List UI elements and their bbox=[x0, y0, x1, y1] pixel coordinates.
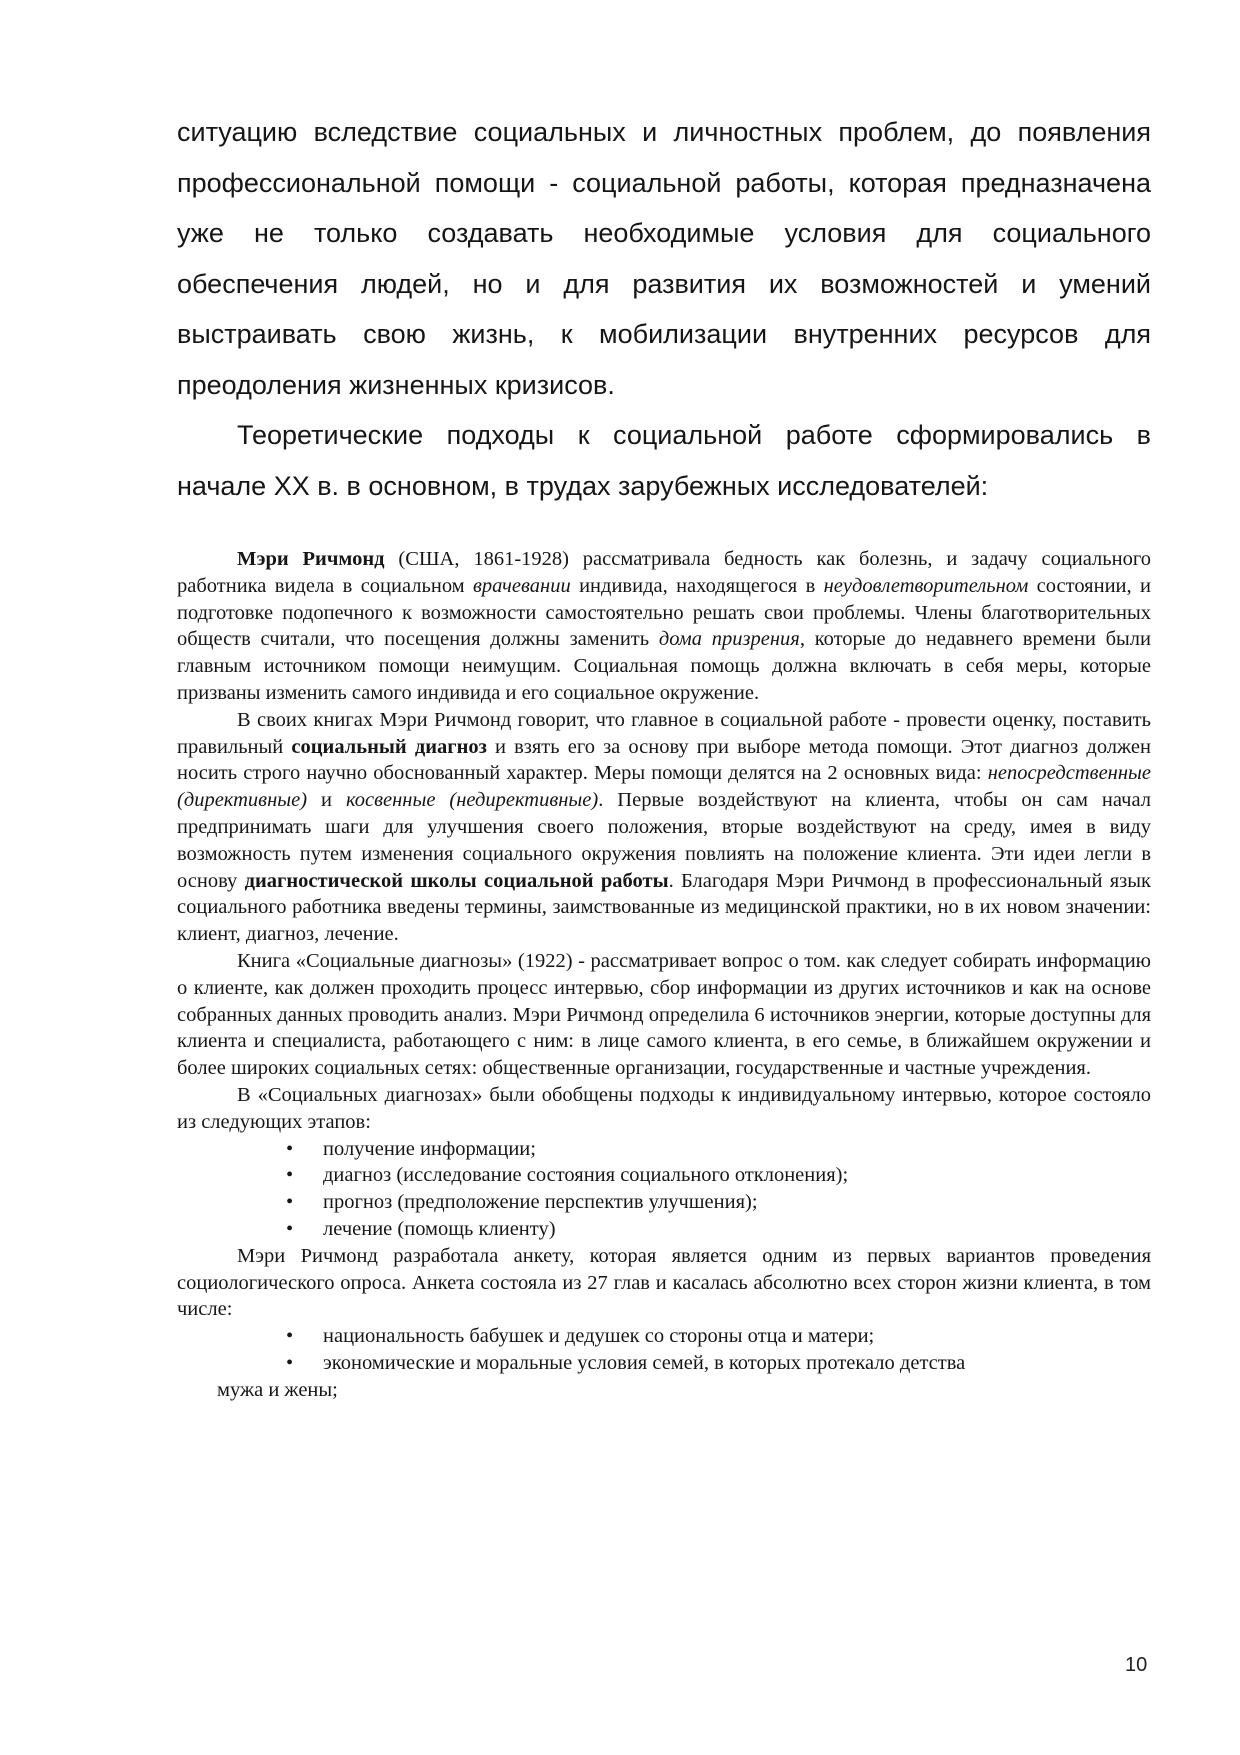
richmond-paragraph-2: В своих книгах Мэри Ричмонд говорит, что главное в социальной работе - провести оценку, поставить правильный социальный диагноз и взять его за основу при выборе метода помощи. Этот диагноз должен носить строго научно обоснованный характер. Меры помощи делятся на 2 основных вида: непосредственные (директивные) и косвенные (недирективные). Первые воздействуют на клиента, чтобы он сам начал предпринимать шаги для улучшения своего положения, вторые воздействуют на среду, имея в виду возможность путем изменения социального окружения повлиять на положение клиента. Эти идеи легли в основу диагностической школы социальной работы. Благодаря Мэри Ричмонд в профессиональный язык социального работника введены термины, заимствованные из медицинской практики, но в их новом значении: клиент, диагноз, лечение. bbox=[177, 708, 1151, 946]
intro-section bbox=[177, 107, 1151, 511]
intro-paragraph-1: ситуацию вследствие социальных и личностных проблем, до появления профессиональной помощи - социальной работы, которая предназначена уже не только создавать необходимые условия для социального обеспечения людей, но и для развития их возможностей и умений выстраивать свою жизнь, к мобилизации внутренних ресурсов для преодоления жизненных кризисов. bbox=[177, 117, 1151, 400]
richmond-paragraph-5: Мэри Ричмонд разработала анкету, которая является одним из первых вариантов проведения социологического опроса. Анкета состояла из 27 глав и касалась абсолютно всех сторон жизни клиента, в том числе: bbox=[177, 1244, 1151, 1321]
term-direct: непосредственные (директивные) bbox=[177, 762, 1151, 812]
intro-paragraph-2: Теоретические подходы к социальной работе сформировались в начале XX в. в основном, в трудах зарубежных исследователей: bbox=[177, 420, 1151, 501]
page-number: 10 bbox=[1125, 1654, 1148, 1676]
term-diagnostic-school: диагностической школы социальной работы bbox=[244, 869, 669, 892]
term-vrachevanie: врачевании bbox=[473, 574, 571, 597]
survey-item-continuation: мужа и жены; bbox=[217, 1378, 338, 1401]
richmond-paragraph-1: Мэри Ричмонд (США, 1861-1928) рассматривала бедность как болезнь, и задачу социального работника видела в социальном врачевании индивида, находящегося в неудовлетворительном состоянии, и подготовке подопечного к возможности самостоятельно решать свои проблемы. Члены благотворительных обществ считали, что посещения должны заменить дома призрения, которые до недавнего времени были главным источником помощи неимущим. Социальная помощь должна включать в себя меры, которые призваны изменить самого индивида и его социальное окружение. bbox=[177, 548, 1151, 704]
list-item: • лечение (помощь клиенту) bbox=[177, 1216, 1151, 1243]
survey-items-list bbox=[177, 1323, 1151, 1377]
term-neudovletvoritelnom: неудовлетворительном bbox=[823, 574, 1029, 597]
list-item: • экономические и моральные условия семей, в которых протекало детства bbox=[177, 1350, 1151, 1377]
richmond-paragraph-3: Книга «Социальные диагнозы» (1922) - рассматривает вопрос о том. как следует собирать информацию о клиенте, как должен проходить процесс интервью, сбор информации из других источников и как на основе собранных данных проводить анализ. Мэри Ричмонд определила 6 источников энергии, которые доступны для клиента и специалиста, работающего с ним: в лице самого клиента, в его семье, в ближайшем окружении и более широких социальных сетях: общественные организации, государственные и частные учреждения. bbox=[177, 949, 1151, 1080]
richmond-name: Мэри Ричмонд bbox=[237, 548, 385, 570]
list-item: • национальность бабушек и дедушек со стороны отца и матери; bbox=[177, 1323, 1151, 1350]
list-item: • диагноз (исследование состояния социального отклонения); bbox=[177, 1162, 1151, 1189]
richmond-section bbox=[177, 546, 1151, 1404]
term-doma-prizreniya: дома призрения bbox=[658, 628, 800, 651]
list-item: • получение информации; bbox=[177, 1136, 1151, 1163]
list-item: • прогноз (предположение перспектив улучшения); bbox=[177, 1189, 1151, 1216]
richmond-paragraph-4: В «Социальных диагнозах» были обобщены подходы к индивидуальному интервью, которое состояло из следующих этапов: bbox=[177, 1083, 1151, 1133]
term-social-diagnosis: социальный диагноз bbox=[291, 735, 487, 758]
interview-stages-list bbox=[177, 1136, 1151, 1243]
term-indirect: косвенные (недирективные) bbox=[345, 789, 599, 812]
